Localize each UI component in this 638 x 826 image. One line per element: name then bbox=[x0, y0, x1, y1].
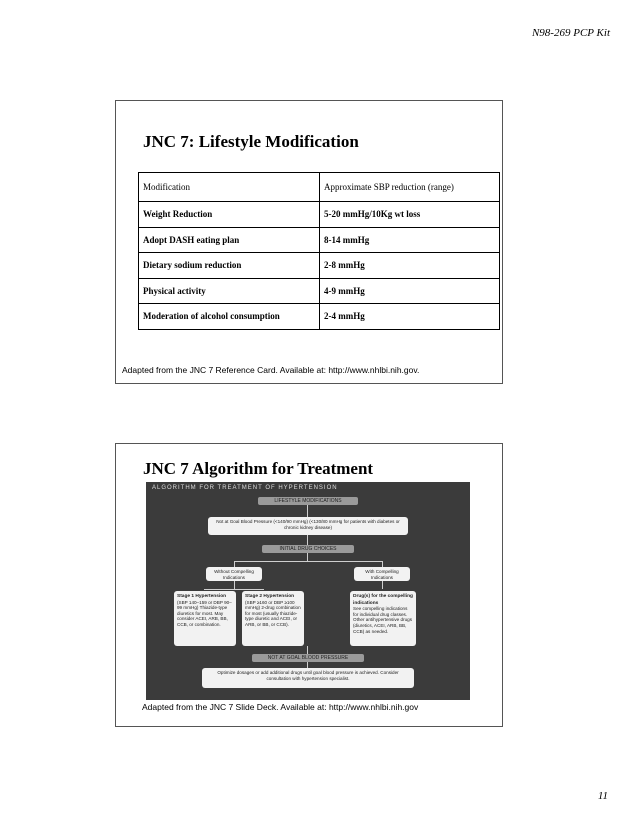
table-cell: Physical activity bbox=[139, 278, 320, 304]
slide-lifestyle-modification bbox=[115, 100, 503, 384]
lifestyle-modifications-label: LIFESTYLE MODIFICATIONS bbox=[258, 497, 358, 505]
algorithm-flowchart bbox=[146, 482, 470, 700]
stage2-box bbox=[242, 591, 304, 646]
lifestyle-table bbox=[138, 172, 500, 330]
connector-line bbox=[307, 505, 308, 517]
table-cell: Weight Reduction bbox=[139, 202, 320, 228]
compelling-drugs-box bbox=[350, 591, 416, 646]
with-compelling-box: With Compelling Indications bbox=[354, 567, 410, 581]
compelling-body: See compelling indications for individual drug classes. Other antihypertensive drugs (diuretics, ACEI, ARB, BB, CCB) as needed. bbox=[353, 606, 412, 634]
stage2-title: Stage 2 Hypertension bbox=[245, 594, 295, 599]
connector-line bbox=[204, 589, 264, 590]
column-header: Modification bbox=[139, 173, 320, 202]
without-compelling-box: Without Compelling Indications bbox=[206, 567, 262, 581]
document-id: N98-269 PCP Kit bbox=[531, 27, 610, 39]
connector-line bbox=[382, 581, 383, 589]
stage1-title: Stage 1 Hypertension bbox=[177, 594, 227, 599]
connector-line bbox=[307, 646, 308, 654]
flowchart-title: ALGORITHM FOR TREATMENT OF HYPERTENSION bbox=[152, 485, 338, 491]
table-cell: 5-20 mmHg/10Kg wt loss bbox=[320, 202, 500, 228]
table-cell: Dietary sodium reduction bbox=[139, 253, 320, 279]
stage1-box bbox=[174, 591, 236, 646]
slide-caption: Adapted from the JNC 7 Reference Card. Available at: http://www.nhlbi.nih.gov. bbox=[122, 365, 420, 375]
connector-line bbox=[234, 581, 235, 589]
connector-line bbox=[307, 553, 308, 561]
table-cell: 8-14 mmHg bbox=[320, 227, 500, 253]
optimize-box: Optimize dosages or add additional drugs until goal blood pressure is achieved. Consider consultation with hypertension specialist. bbox=[202, 668, 414, 688]
table-row bbox=[139, 253, 500, 279]
slide-algorithm-treatment bbox=[115, 443, 503, 727]
table-cell: Adopt DASH eating plan bbox=[139, 227, 320, 253]
slide-title: JNC 7: Lifestyle Modification bbox=[143, 132, 359, 151]
stage2-body: (SBP ≥160 or DBP ≥100 mmHg) 2-drug combination for most (usually thiazide-type diuretic and ACEI, or ARB, or BB, or CCB). bbox=[245, 599, 301, 627]
table-cell: 2-8 mmHg bbox=[320, 253, 500, 279]
table-row bbox=[139, 304, 500, 330]
column-header: Approximate SBP reduction (range) bbox=[320, 173, 500, 202]
page-number: 11 bbox=[597, 790, 608, 802]
table-header-row bbox=[139, 173, 500, 202]
not-at-goal-label: NOT AT GOAL BLOOD PRESSURE bbox=[252, 654, 364, 662]
compelling-title: Drug(s) for the compelling indications bbox=[353, 594, 413, 606]
table-row bbox=[139, 227, 500, 253]
table-row bbox=[139, 278, 500, 304]
slide-caption: Adapted from the JNC 7 Slide Deck. Available at: http://www.nhlbi.nih.gov bbox=[142, 702, 419, 712]
table-cell: Moderation of alcohol consumption bbox=[139, 304, 320, 330]
slide-title: JNC 7 Algorithm for Treatment bbox=[143, 459, 374, 478]
not-at-goal-box: Not at Goal Blood Pressure (<140/90 mmHg) (<130/80 mmHg for patients with diabetes or chronic kidney disease) bbox=[208, 517, 408, 535]
table-row bbox=[139, 202, 500, 228]
table-cell: 4-9 mmHg bbox=[320, 278, 500, 304]
connector-line bbox=[234, 561, 382, 562]
connector-line bbox=[307, 535, 308, 545]
stage1-body: (SBP 140–159 or DBP 90–99 mmHg) Thiazide-type diuretics for most. May consider ACEI, ARB, BB, CCB, or combination. bbox=[177, 599, 232, 627]
initial-drug-choices-label: INITIAL DRUG CHOICES bbox=[262, 545, 354, 553]
table-cell: 2-4 mmHg bbox=[320, 304, 500, 330]
